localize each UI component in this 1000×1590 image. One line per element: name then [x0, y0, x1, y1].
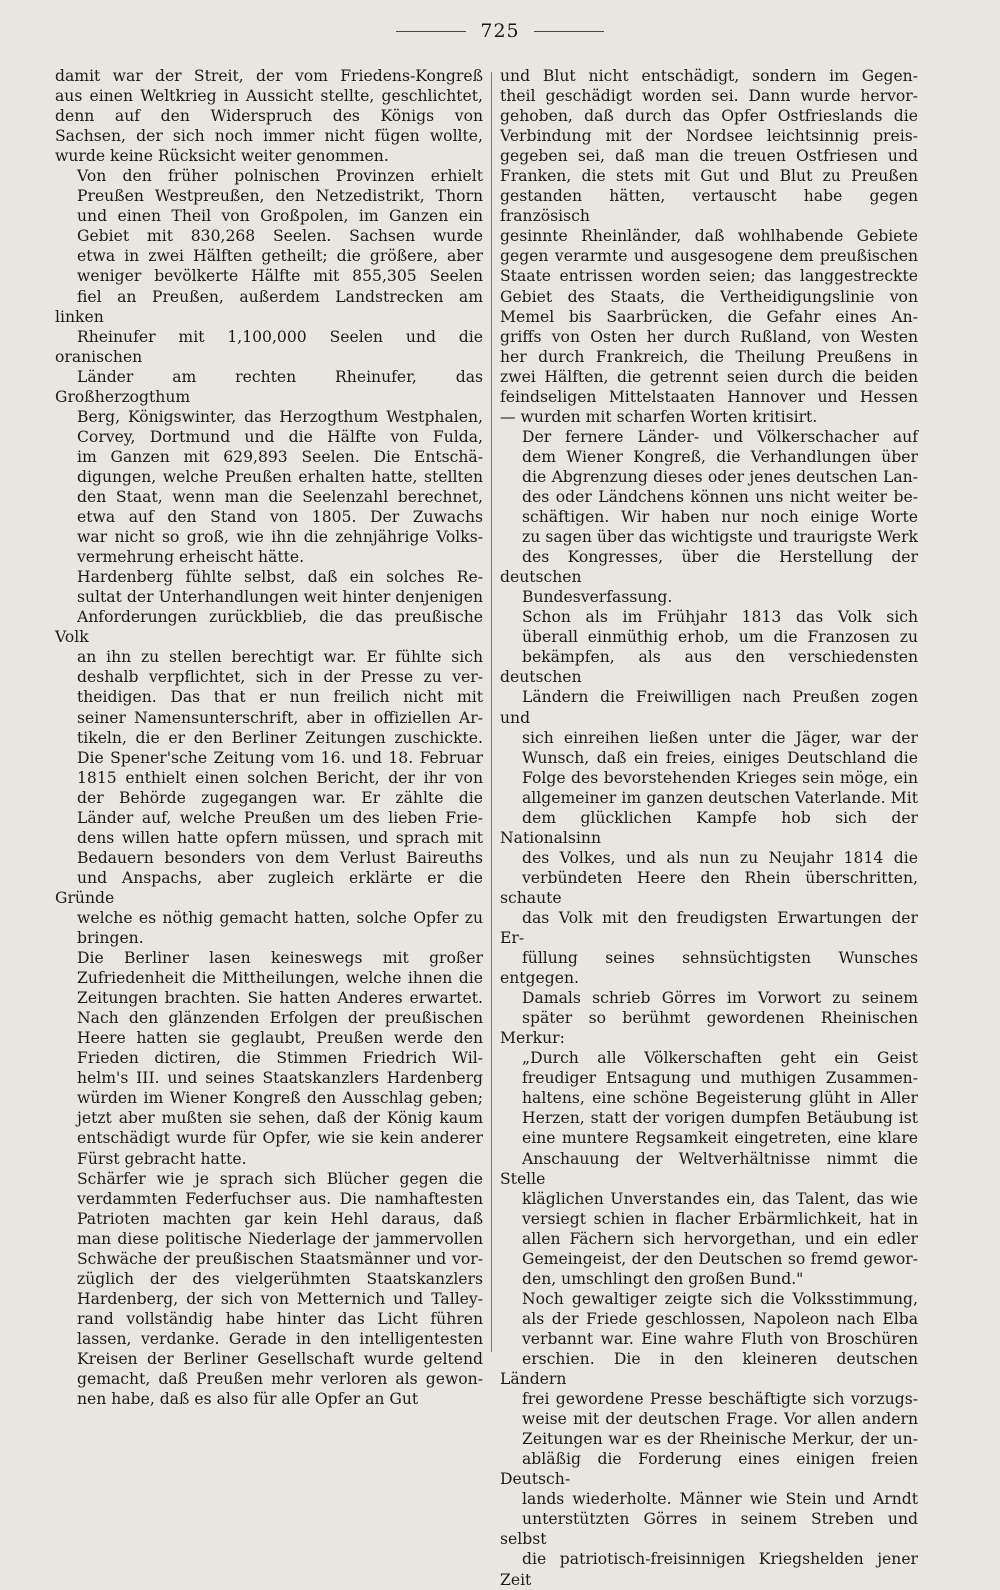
right-column — [500, 66, 918, 1590]
text-line: wurde keine Rücksicht weiter genommen. — [55, 147, 389, 166]
text-line: gestanden hätten, vertauscht habe gegen französisch — [500, 187, 918, 226]
text-line: Damals schrieb Görres im Vorwort zu seinem — [522, 989, 918, 1008]
text-line: war nicht so groß, wie ihn die zehnjährige Volks- — [77, 528, 483, 547]
text-line: Corvey, Dortmund und die Hälfte von Fulda, — [77, 427, 483, 446]
column-divider — [491, 72, 492, 1352]
text-line: Patrioten machten gar kein Hehl daraus, daß — [77, 1209, 483, 1228]
text-line: eine muntere Regsamkeit eingetreten, eine klare — [522, 1129, 918, 1148]
text-line: deshalb verpflichtet, sich in der Presse zu ver- — [77, 668, 483, 687]
paragraph — [500, 427, 918, 607]
text-line: bekämpfen, als aus den verschiedensten deutschen — [500, 648, 918, 687]
text-line: erschien. Die in den kleineren deutschen Ländern — [500, 1350, 918, 1389]
text-line: versiegt schien in flacher Erbärmlichkeit, hat in — [522, 1209, 918, 1228]
text-line: Anforderungen zurückblieb, die das preußische Volk — [55, 608, 483, 647]
text-line: „Durch alle Völkerschaften geht ein Geist — [522, 1049, 918, 1068]
text-line: verbündeten Heere den Rhein überschritten, schaute — [500, 868, 918, 907]
text-line: man diese politische Niederlage der jammervollen — [77, 1229, 483, 1248]
text-line: dens willen hatte opfern müssen, und sprach mit — [77, 828, 483, 847]
text-line: Die Spener'sche Zeitung vom 16. und 18. Februar — [77, 748, 483, 767]
paragraph — [500, 66, 918, 427]
text-line: etwa in zwei Hälften getheilt; die größere, aber — [77, 247, 483, 266]
text-line: Schwäche der preußischen Staatsmänner und vor- — [77, 1249, 483, 1268]
text-line: Bedauern besonders von dem Verlust Baireuths — [77, 848, 483, 867]
text-line: lands wiederholte. Männer wie Stein und Arndt — [522, 1490, 918, 1509]
text-line: der Behörde zugegangen war. Er zählte die — [77, 788, 483, 807]
text-line: Länder auf, welche Preußen um des lieben Frie- — [77, 808, 483, 827]
text-line: Zufriedenheit die Mittheilungen, welche ihnen die — [77, 969, 483, 988]
text-line: aus einen Weltkrieg in Aussicht stellte, geschlichtet, — [55, 87, 483, 106]
text-line: her durch Frankreich, die Theilung Preußens in — [500, 347, 918, 366]
text-line: denn auf den Widerspruch des Königs von — [55, 107, 483, 126]
text-line: Verbindung mit der Nordsee leichtsinnig preis- — [500, 127, 918, 146]
text-line: Hardenberg fühlte selbst, daß ein solches Re- — [77, 568, 483, 587]
text-line: — wurden mit scharfen Worten kritisirt. — [500, 407, 818, 426]
header-rule-right — [534, 31, 604, 32]
text-line: Fürst gebracht hatte. — [77, 1149, 247, 1168]
text-line: tikeln, die er den Berliner Zeitungen zuschickte. — [77, 728, 483, 747]
text-line: gemacht, daß Preußen mehr verloren als gewon- — [77, 1370, 483, 1389]
text-line: und Anspachs, aber zugleich erklärte er die Gründe — [55, 868, 483, 907]
text-line: den, umschlingt den großen Bund." — [522, 1269, 804, 1288]
paragraph — [500, 607, 918, 988]
text-line: entschädigt wurde für Opfer, wie sie kein anderer — [77, 1129, 483, 1148]
text-line: würden im Wiener Kongreß den Ausschlag geben; — [77, 1089, 483, 1108]
left-column — [55, 66, 483, 1409]
text-line: dem Wiener Kongreß, die Verhandlungen über — [522, 447, 918, 466]
text-line: lassen, verdanke. Gerade in den intelligentesten — [77, 1329, 483, 1348]
text-line: allgemeiner im ganzen deutschen Vaterlande. Mit — [522, 788, 918, 807]
text-line: Kreisen der Berliner Gesellschaft wurde geltend — [77, 1350, 483, 1368]
text-line: Wunsch, daß ein freies, einiges Deutschland die — [522, 748, 918, 767]
text-line: vermehrung erheischt hätte. — [77, 548, 305, 567]
text-line: gesinnte Rheinländer, daß wohlhabende Gebiete — [500, 227, 918, 246]
text-line: verdammten Federfuchser aus. Die namhaftesten — [77, 1189, 483, 1208]
text-line: Schärfer wie je sprach sich Blücher gegen die — [77, 1169, 483, 1188]
text-line: allen Fächern sich hervorgethan, und ein edler — [522, 1229, 918, 1248]
text-line: theidigen. Das that er nun freilich nicht mit — [77, 688, 483, 707]
text-line: Zeitungen brachten. Sie hatten Anderes erwartet. — [77, 989, 483, 1008]
text-line: Zeitungen war es der Rheinische Merkur, der un- — [522, 1430, 918, 1449]
text-line: seiner Namensunterschrift, aber in offiziellen Ar- — [77, 708, 483, 727]
text-line: Gemeingeist, der den Deutschen so fremd gewor- — [522, 1249, 918, 1268]
text-line: welche es nöthig gemacht hatten, solche Opfer zu — [77, 908, 483, 927]
text-line: Die Berliner lasen keineswegs mit großer — [77, 949, 483, 968]
text-line: rand vollständig habe hinter das Licht führen — [77, 1309, 483, 1328]
text-line: jetzt aber mußten sie sehen, daß der König kaum — [77, 1109, 483, 1128]
text-line: Länder am rechten Rheinufer, das Großherzogthum — [55, 367, 483, 406]
page-header — [0, 20, 1000, 42]
text-line: weniger bevölkerte Hälfte mit 855,305 Seelen — [77, 267, 483, 286]
text-line: Anschauung der Weltverhältnisse nimmt die Stelle — [500, 1149, 918, 1188]
text-line: Folge des bevorstehenden Krieges sein möge, ein — [522, 768, 918, 787]
text-line: abläßig die Forderung eines einigen freien Deutsch- — [500, 1450, 918, 1489]
text-line: die Abgrenzung dieses oder jenes deutschen Lan- — [522, 467, 918, 486]
text-line: kläglichen Unverstandes ein, das Talent, das wie — [522, 1189, 918, 1208]
text-line: Ländern die Freiwilligen nach Preußen zogen und — [500, 688, 918, 727]
text-line: zu sagen über das wichtigste und traurigste Werk — [522, 528, 918, 547]
text-line: Bundesverfassung. — [522, 588, 673, 607]
text-line: bringen. — [77, 929, 144, 948]
paragraph — [55, 1169, 483, 1410]
text-line: Hardenberg, der sich von Metternich und Talley- — [77, 1289, 483, 1308]
text-line: sultat der Unterhandlungen weit hinter denjenigen — [77, 588, 483, 607]
text-line: 1815 enthielt einen solchen Bericht, der ihr von — [77, 768, 483, 787]
text-line: überall einmüthig erhob, um die Franzosen zu — [522, 628, 918, 647]
text-line: Der fernere Länder- und Völkerschacher auf — [522, 427, 918, 446]
text-line: frei gewordene Presse beschäftigte sich vorzugs- — [522, 1390, 918, 1409]
text-line: gehoben, daß durch das Opfer Ostfrieslands die — [500, 107, 918, 126]
paragraph — [55, 948, 483, 1169]
text-line: fiel an Preußen, außerdem Landstrecken am linken — [55, 287, 483, 326]
text-line: etwa auf den Stand von 1805. Der Zuwachs — [77, 508, 483, 527]
text-line: Franken, die stets mit Gut und Blut zu Preußen — [500, 167, 918, 186]
text-line: damit war der Streit, der vom Friedens-Kongreß — [55, 67, 483, 85]
text-line: nen habe, daß es also für alle Opfer an Gut — [77, 1390, 419, 1409]
paragraph — [55, 166, 483, 567]
text-line: Nach den glänzenden Erfolgen der preußischen — [77, 1009, 483, 1028]
text-line: füllung seines sehnsüchtigsten Wunsches entgegen. — [500, 949, 918, 988]
text-line: theil geschädigt worden sei. Dann wurde hervor- — [500, 87, 918, 106]
text-line: dem glücklichen Kampfe hob sich der Nationalsinn — [500, 808, 918, 847]
text-line: des Kongresses, über die Herstellung der deutschen — [500, 548, 918, 587]
text-line: gegen verarmte und ausgesogene dem preußischen — [500, 247, 918, 266]
text-line: Frieden dictiren, die Stimmen Friedrich Wil- — [77, 1049, 483, 1068]
text-line: Heere hatten sie geglaubt, Preußen werde den — [77, 1029, 483, 1048]
paragraph — [55, 66, 483, 166]
text-line: Rheinufer mit 1,100,000 Seelen und die oranischen — [55, 327, 483, 366]
text-line: Sachsen, der sich noch immer nicht fügen wollte, — [55, 127, 483, 146]
text-line: Schon als im Frühjahr 1813 das Volk sich — [522, 608, 918, 627]
text-line: Von den früher polnischen Provinzen erhielt — [77, 167, 483, 186]
text-line: freudiger Entsagung und muthigen Zusammen- — [522, 1069, 918, 1088]
text-line: haltens, eine schöne Begeisterung glüht in Aller — [522, 1089, 918, 1108]
text-line: die patriotisch-freisinnigen Kriegshelden jener Zeit — [500, 1550, 918, 1589]
text-line: gegeben sei, daß man die treuen Ostfriesen und — [500, 147, 918, 166]
text-line: zwei Hälften, die getrennt seien durch die beiden — [500, 367, 918, 386]
text-line: helm's III. und seines Staatskanzlers Hardenberg — [77, 1069, 483, 1088]
text-line: unterstützten Görres in seinem Streben und selbst — [500, 1510, 918, 1549]
text-line: feindseligen Mittelstaaten Hannover und Hessen — [500, 387, 918, 406]
text-line: als der Friede geschlossen, Napoleon nach Elba — [522, 1309, 918, 1328]
paragraph — [500, 988, 918, 1289]
text-line: später so berühmt gewordenen Rheinischen Merkur: — [500, 1009, 918, 1048]
text-line: sich einreihen ließen unter die Jäger, war der — [522, 728, 918, 747]
text-line: den Staat, wenn man die Seelenzahl berechnet, — [77, 487, 483, 506]
text-line: Staate entrissen worden seien; das langgestreckte — [500, 267, 918, 286]
text-line: Memel bis Saarbrücken, die Gefahr eines An- — [500, 307, 918, 326]
text-line: griffs von Osten her durch Rußland, von Westen — [500, 327, 918, 346]
text-line: Gebiet mit 830,268 Seelen. Sachsen wurde — [77, 227, 483, 246]
text-line: des Volkes, und als nun zu Neujahr 1814 die — [522, 848, 918, 867]
paragraph — [500, 1289, 918, 1590]
text-line: Preußen Westpreußen, den Netzedistrikt, Thorn — [77, 187, 483, 206]
text-line: verbannt war. Eine wahre Fluth von Broschüren — [522, 1329, 918, 1348]
text-line: digungen, welche Preußen erhalten hatte, stellten — [77, 467, 483, 486]
text-line: weise mit der deutschen Frage. Vor allen andern — [522, 1410, 918, 1429]
text-line: schäftigen. Wir haben nur noch einige Worte — [522, 508, 918, 527]
text-line: züglich der des vielgerühmten Staatskanzlers — [77, 1269, 483, 1288]
page-number: 725 — [480, 20, 520, 42]
text-line: Noch gewaltiger zeigte sich die Volksstimmung, — [522, 1289, 918, 1308]
text-line: und einen Theil von Großpolen, im Ganzen ein — [77, 207, 483, 226]
text-line: Herzen, statt der vorigen dumpfen Betäubung ist — [522, 1109, 918, 1128]
text-line: Gebiet des Staats, die Vertheidigungslinie von — [500, 287, 918, 306]
text-line: Berg, Königswinter, das Herzogthum Westphalen, — [77, 407, 483, 426]
header-rule-left — [396, 31, 466, 32]
text-line: im Ganzen mit 629,893 Seelen. Die Entschä- — [77, 447, 483, 466]
paragraph — [55, 567, 483, 948]
text-line: des oder Ländchens können uns nicht weiter be- — [522, 487, 918, 506]
text-line: an ihn zu stellen berechtigt war. Er fühlte sich — [77, 648, 483, 667]
text-line: und Blut nicht entschädigt, sondern im Gegen- — [500, 67, 918, 85]
text-line: das Volk mit den freudigsten Erwartungen der Er- — [500, 908, 918, 948]
